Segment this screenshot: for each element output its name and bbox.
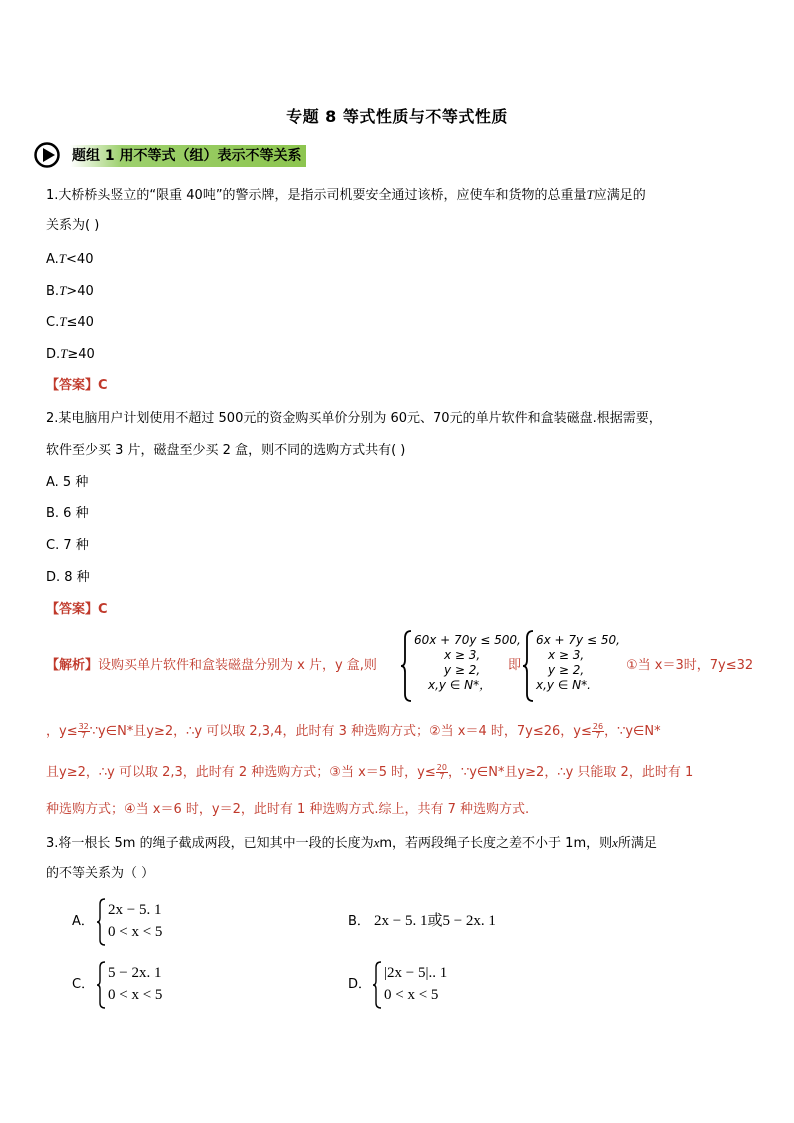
q1-stem-line1: 1.大桥桥头竖立的“限重 40吨”的警示牌，是指示司机要安全通过该桥，应使车和货物的总重量T应满足的 <box>46 187 646 203</box>
q2-option-b: B. 6 种 <box>46 506 89 521</box>
optD-brace <box>372 961 382 1009</box>
q2-stem-line1: 2.某电脑用户计划使用不超过 500元的资金购买单价分别为 60元、70元的单片软件和盒装磁盘.根据需要， <box>46 411 662 426</box>
system1-brace <box>400 630 412 702</box>
optC-brace <box>96 961 106 1009</box>
q1-option-a: A.T<40 <box>46 251 94 267</box>
system1: 60x + 70y ≤ 500, x ≥ 3, y ≥ 2, x,y ∈ N*， <box>414 633 521 692</box>
connector-ji: 即 <box>508 658 522 673</box>
optA-brace <box>96 898 106 946</box>
q3-option-d-label: D． <box>348 977 372 992</box>
q1-option-b: B.T>40 <box>46 283 94 299</box>
q3-option-b-label: B． <box>348 914 370 929</box>
q1-option-c: C.T≤40 <box>46 314 94 330</box>
q3-option-c-label: C． <box>72 977 95 992</box>
q1-answer: 【答案】C <box>46 378 108 393</box>
q1-stem-line2: 关系为( ) <box>46 218 100 233</box>
analysis-line2: ，y≤ $\frac{32}{7}$ ∵y∈N*且y≥2，∴y 可以取 2,3,4，此时有 3 种选购方式；②当 x＝4 时，7y≤26，y≤ $\frac{26}{7}$ ，∵y∈N* <box>46 722 661 740</box>
fraction-26-7: $\frac{26}{7}$ <box>592 722 604 740</box>
q3-option-a-system: 2x − 5. 1 0 < x < 5 <box>108 902 163 940</box>
q3-stem-line1: 3.将一根长 5m 的绳子截成两段，已知其中一段的长度为xm，若两段绳子长度之差不小于 1m，则x所满足 <box>46 835 657 851</box>
q2-analysis-intro: 【解析】设购买单片软件和盒装磁盘分别为 x 片，y 盒,则 <box>46 658 377 673</box>
play-arrow-icon <box>34 142 60 168</box>
analysis-line4: 种选购方式；④当 x＝6 时，y＝2，此时有 1 种选购方式.综上，共有 7 种选购方式. <box>46 802 530 817</box>
q2-option-a: A. 5 种 <box>46 475 89 490</box>
q3-stem-line2: 的不等关系为（ ） <box>46 866 155 881</box>
fraction-20-7: $\frac{20}{7}$ <box>436 763 447 781</box>
system2: 6x + 7y ≤ 50, x ≥ 3, y ≥ 2, x,y ∈ N*. <box>536 633 620 692</box>
q3-option-b: 2x − 5. 1或5 − 2x. 1 <box>374 913 496 929</box>
system2-brace <box>522 630 534 702</box>
q2-option-d: D. 8 种 <box>46 570 90 585</box>
q3-option-c-system: 5 − 2x. 1 0 < x < 5 <box>108 965 163 1003</box>
q3-option-a-label: A． <box>72 914 94 929</box>
group-label: 题组 1 用不等式（组）表示不等关系 <box>70 145 306 167</box>
q3-option-d-system: |2x − 5|.. 1 0 < x < 5 <box>384 965 448 1003</box>
q2-option-c: C. 7 种 <box>46 538 89 553</box>
q1-option-d: D.T≥40 <box>46 346 95 362</box>
fraction-32-7: $\frac{32}{7}$ <box>78 722 89 740</box>
analysis-line3: 且y≥2，∴y 可以取 2,3，此时有 2 种选购方式；③当 x＝5 时，y≤ $\frac{20}{7}$ ，∵y∈N*且y≥2，∴y 只能取 2，此时有 1 <box>46 763 694 781</box>
q2-answer: 【答案】C <box>46 602 108 617</box>
page-title: 专题 8 等式性质与不等式性质 <box>286 107 508 126</box>
case1-head: ①当 x＝3时，7y≤32 <box>626 658 754 673</box>
q2-stem-line2: 软件至少买 3 片，磁盘至少买 2 盒，则不同的选购方式共有( ) <box>46 443 406 458</box>
